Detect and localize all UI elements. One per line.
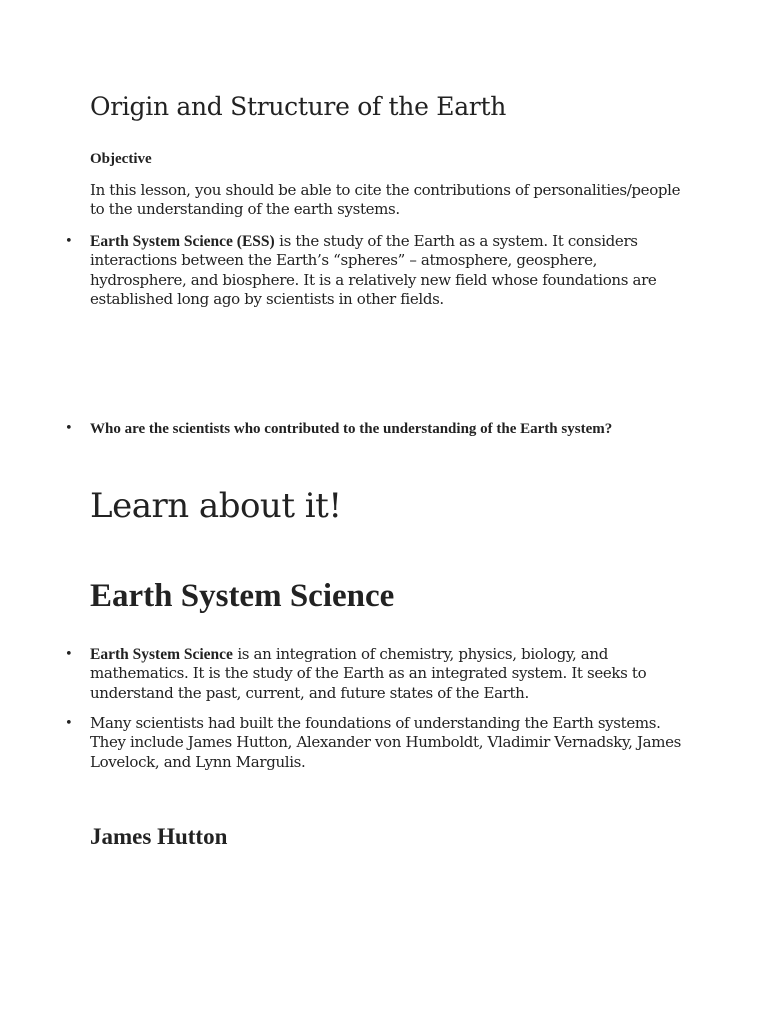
list-item-ess-integration (65, 645, 690, 703)
objective-paragraph: In this lesson, you should be able to cite the contributions of personalities/people to the understanding of the earth systems. (90, 181, 681, 219)
bullet-icon: • (65, 716, 73, 731)
bullet-icon: • (65, 234, 73, 249)
learn-about-it-heading: Learn about it! (90, 486, 342, 526)
list-item-text: is an integration of chemistry, physics, biology, and mathematics. It is the study of the Earth as an integrated system. It seeks to understand the past, current, and future states of the Earth. (90, 645, 647, 702)
bold-term: Earth System Science (ESS) (90, 233, 275, 250)
list-item-ess-definition (65, 232, 690, 309)
list-item-text: is the study of the Earth as a system. It considers interactions between the Earth’s “spheres” – atmosphere, geosphere, hydrosphere, and biosphere. It is a relatively new field whose foundations are established long ago by scientists in other fields. (90, 232, 657, 308)
bullet-icon: • (65, 421, 73, 436)
list-item-scientists (65, 714, 690, 772)
list-item-text: Many scientists had built the foundations of understanding the Earth systems. They include James Hutton, Alexander von Humboldt, Vladimir Vernadsky, James Lovelock, and Lynn Margulis. (90, 714, 681, 771)
bullet-icon: • (65, 647, 73, 662)
bold-term: Earth System Science (90, 646, 233, 663)
list-item-question (65, 419, 690, 439)
ess-section-heading: Earth System Science (90, 578, 395, 614)
document-title: Origin and Structure of the Earth (90, 92, 507, 121)
question-text: Who are the scientists who contributed to the understanding of the Earth system? (90, 421, 613, 437)
james-hutton-heading: James Hutton (90, 824, 228, 849)
objective-heading: Objective (90, 151, 152, 167)
